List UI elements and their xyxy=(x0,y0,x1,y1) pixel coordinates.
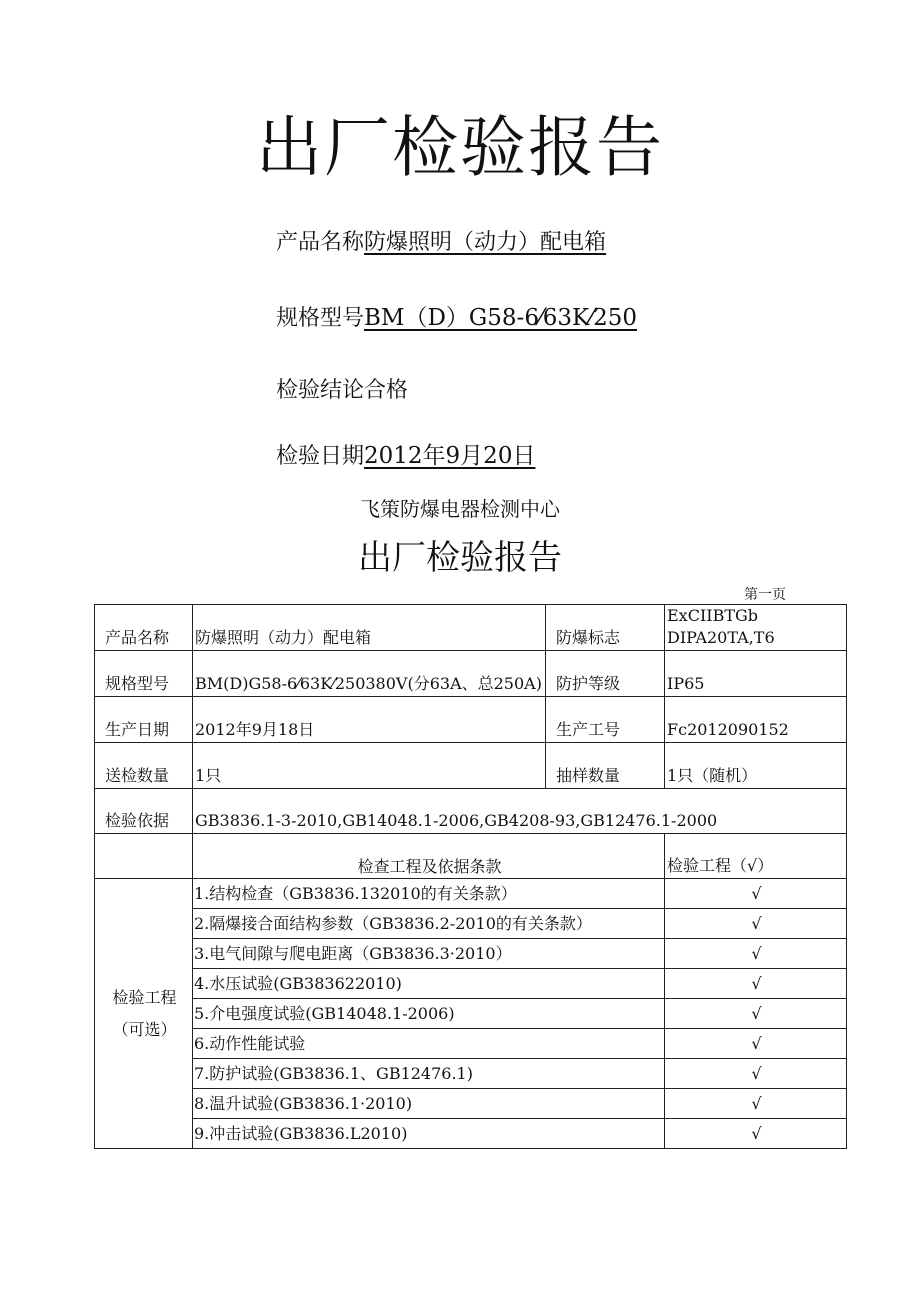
conclusion-value: 合格 xyxy=(364,378,409,403)
sent-qty-label-cell: 送检数量 xyxy=(95,743,193,789)
table-row xyxy=(95,969,847,999)
cover-conclusion xyxy=(276,376,408,406)
inspection-check: √ xyxy=(665,999,847,1029)
ex-mark-line2: DIPA20TA,T6 xyxy=(667,628,775,647)
items-label-cell xyxy=(95,879,193,1149)
model-label-cell: 规格型号 xyxy=(95,651,193,697)
inspection-check: √ xyxy=(665,1089,847,1119)
page-title: 出厂检验报告 xyxy=(256,109,664,186)
product-name-label: 产品名称 xyxy=(276,230,365,255)
inspection-item: 3.电气间隙与爬电距离（GB3836.3·2010） xyxy=(193,939,665,969)
prod-date-label-cell: 生产日期 xyxy=(95,697,193,743)
prod-date-value-cell: 2012年9月18日 xyxy=(193,697,546,743)
blank-cell xyxy=(95,834,193,879)
table-row xyxy=(95,1059,847,1089)
center-name: 飞策防爆电器检测中心 xyxy=(360,497,560,521)
inspection-item: 8.温升试验(GB3836.1·2010) xyxy=(193,1089,665,1119)
inspection-item: 9.冲击试验(GB3836.L2010) xyxy=(193,1119,665,1149)
sent-qty-value-cell: 1只 xyxy=(193,743,546,789)
inspection-item: 6.动作性能试验 xyxy=(193,1029,665,1059)
model-label: 规格型号 xyxy=(276,306,365,331)
product-name-value-cell: 防爆照明（动力）配电箱 xyxy=(193,605,546,651)
inspection-item: 1.结构检查（GB3836.132010的有关条款） xyxy=(193,879,665,909)
table-row xyxy=(95,697,847,743)
inspection-check: √ xyxy=(665,909,847,939)
basis-label-cell: 检验依据 xyxy=(95,789,193,834)
inspection-item: 4.水压试验(GB383622010) xyxy=(193,969,665,999)
product-name-label-cell: 产品名称 xyxy=(95,605,193,651)
page-number: 第一页 xyxy=(744,587,786,603)
product-name-value: 防爆照明（动力）配电箱 xyxy=(364,230,607,255)
check-header-cell: 检验工程（√） xyxy=(665,834,847,879)
inspection-check: √ xyxy=(665,1059,847,1089)
report-table xyxy=(94,604,847,1149)
items-label-line1: 检验工程 xyxy=(112,987,177,1007)
items-header-cell: 检查工程及依据条款 xyxy=(193,834,665,879)
model-value-cell: BM(D)G58-6⁄63K⁄250380V(分63A、总250A) xyxy=(193,651,546,697)
ex-mark-value-cell xyxy=(665,605,847,651)
work-no-value-cell: Fc2012090152 xyxy=(665,697,847,743)
date-label: 检验日期 xyxy=(276,444,365,469)
conclusion-label: 检验结论 xyxy=(276,378,365,403)
table-row xyxy=(95,834,847,879)
work-no-label-cell: 生产工号 xyxy=(546,697,665,743)
inspection-item: 7.防护试验(GB3836.1、GB12476.1) xyxy=(193,1059,665,1089)
table-row xyxy=(95,743,847,789)
table-row xyxy=(95,939,847,969)
table-row xyxy=(95,605,847,651)
table-row xyxy=(95,999,847,1029)
sample-qty-value-cell: 1只（随机） xyxy=(665,743,847,789)
inspection-check: √ xyxy=(665,939,847,969)
table-row xyxy=(95,1119,847,1149)
table-row xyxy=(95,1089,847,1119)
cover-date xyxy=(276,441,535,472)
basis-value-cell: GB3836.1-3-2010,GB14048.1-2006,GB4208-93,GB12476.1-2000 xyxy=(193,789,847,834)
ex-mark-label-cell: 防爆标志 xyxy=(546,605,665,651)
inspection-check: √ xyxy=(665,1119,847,1149)
inspection-check: √ xyxy=(665,1029,847,1059)
cover-product-name xyxy=(276,228,606,258)
table-row xyxy=(95,909,847,939)
report-title: 出厂检验报告 xyxy=(358,538,562,578)
table-row xyxy=(95,651,847,697)
inspection-check: √ xyxy=(665,969,847,999)
items-label-line2: （可选） xyxy=(112,1019,177,1039)
table-row xyxy=(95,789,847,834)
ip-value-cell: IP65 xyxy=(665,651,847,697)
inspection-item: 5.介电强度试验(GB14048.1-2006) xyxy=(193,999,665,1029)
ex-mark-line1: ExCIIBTGb xyxy=(667,606,759,625)
ip-label-cell: 防护等级 xyxy=(546,651,665,697)
table-row xyxy=(95,879,847,909)
date-value: 2012年9月20日 xyxy=(364,443,536,469)
table-row xyxy=(95,1029,847,1059)
model-value: BM（D）G58-6⁄63K⁄250 xyxy=(364,305,637,331)
cover-model xyxy=(276,303,637,334)
inspection-item: 2.隔爆接合面结构参数（GB3836.2-2010的有关条款） xyxy=(193,909,665,939)
inspection-check: √ xyxy=(665,879,847,909)
sample-qty-label-cell: 抽样数量 xyxy=(546,743,665,789)
